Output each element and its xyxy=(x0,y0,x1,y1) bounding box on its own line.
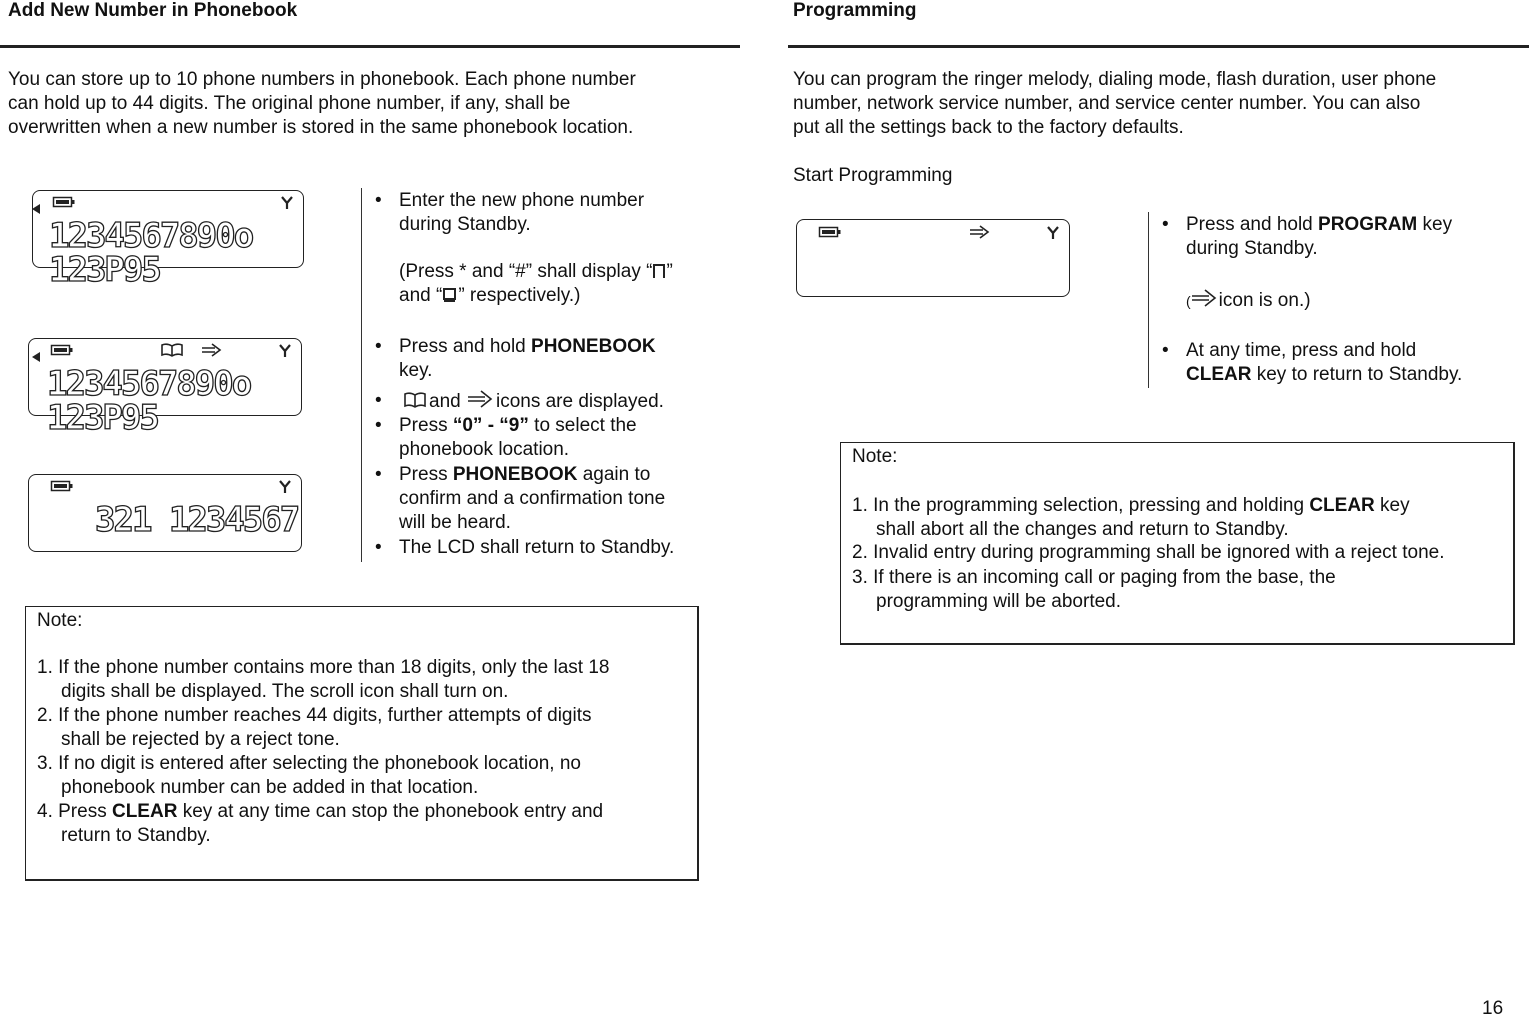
antenna-icon xyxy=(279,480,291,494)
scroll-left-icon xyxy=(31,351,41,363)
lcd-display-1 xyxy=(32,190,304,290)
step-text: during Standby. xyxy=(399,214,531,235)
battery-icon xyxy=(819,226,841,238)
lcd-3-number: 321 1234567 xyxy=(95,500,299,540)
step-hold-program xyxy=(1162,213,1522,263)
step-key: PROGRAM xyxy=(1318,214,1418,235)
step-text: The LCD shall return to Standby. xyxy=(399,537,675,558)
step-text: during Standby. xyxy=(1186,238,1318,259)
step-hold-phonebook xyxy=(375,335,715,385)
left-note-box xyxy=(25,606,699,881)
step-clear-return xyxy=(1162,339,1522,389)
note-title: Note: xyxy=(37,610,83,631)
note-line: 3. If there is an incoming call or paging from the base, the xyxy=(852,567,1336,588)
step-text: confirm and a confirmation tone xyxy=(399,488,666,509)
step-text: key. xyxy=(399,360,433,381)
step-press-star-note xyxy=(399,260,739,310)
left-heading: Add New Number in Phonebook xyxy=(8,0,298,21)
step-text: to select the xyxy=(528,415,637,436)
step-text: ( xyxy=(1186,293,1191,309)
note-line: 1. If the phone number contains more than 18 digits, only the last 18 xyxy=(37,657,610,678)
step-text: will be heard. xyxy=(399,512,511,533)
step-text: again to xyxy=(577,464,651,485)
note-line: 2. Invalid entry during programming shall be ignored with a reject tone. xyxy=(852,542,1445,563)
program-arrow-icon xyxy=(466,389,496,409)
lcd-display-3 xyxy=(28,474,302,552)
scroll-left-icon xyxy=(31,203,41,215)
right-heading-rule xyxy=(788,45,1529,48)
note-line: programming will be aborted. xyxy=(876,591,1122,612)
step-key: PHONEBOOK xyxy=(531,336,656,357)
note-text: key at any time can stop the phonebook entry and xyxy=(177,801,604,822)
note-text: key xyxy=(1374,495,1410,516)
step-icon-on-note xyxy=(1186,288,1486,314)
note-line: shall be rejected by a reject tone. xyxy=(61,729,340,750)
left-step-divider xyxy=(361,188,362,562)
left-intro-line: overwritten when a new number is stored in the same phonebook location. xyxy=(8,117,634,138)
left-heading-rule xyxy=(0,45,740,48)
note-text: 4. Press xyxy=(37,801,112,822)
step-key: “0” - “9” xyxy=(452,415,529,436)
right-intro-line: put all the settings back to the factory defaults. xyxy=(793,117,1184,138)
note-line: 3. If no digit is entered after selecting the phonebook location, no xyxy=(37,753,581,774)
step-text: key xyxy=(1417,214,1453,235)
antenna-icon xyxy=(281,196,293,210)
step-text: icons are displayed. xyxy=(495,391,664,412)
step-key: CLEAR xyxy=(1186,364,1252,385)
step-text: Press and hold xyxy=(399,336,532,357)
battery-icon xyxy=(53,196,75,208)
note-line: 2. If the phone number reaches 44 digits, further attempts of digits xyxy=(37,705,592,726)
bullet: • xyxy=(1162,214,1169,235)
battery-icon xyxy=(51,344,73,356)
lcd-box-glyph-icon xyxy=(442,287,458,303)
antenna-icon xyxy=(279,344,291,358)
left-intro-line: can hold up to 44 digits. The original phone number, if any, shall be xyxy=(8,93,571,114)
note-title: Note: xyxy=(852,446,898,467)
right-intro-line: You can program the ringer melody, dialing mode, flash duration, user phone xyxy=(793,69,1437,90)
step-text: ” respectively.) xyxy=(458,285,581,306)
step-confirm-phonebook xyxy=(375,463,715,537)
lcd-p-glyph-icon xyxy=(652,263,666,279)
page-number: 16 xyxy=(1482,998,1504,1019)
note-key: CLEAR xyxy=(111,801,178,822)
right-note-box xyxy=(840,442,1515,645)
battery-icon xyxy=(51,480,73,492)
note-key: CLEAR xyxy=(1309,495,1375,516)
phonebook-icon xyxy=(161,343,183,357)
bullet: • xyxy=(375,537,382,558)
bullet: • xyxy=(1162,340,1169,361)
lcd-display-program xyxy=(796,219,1070,297)
step-key: PHONEBOOK xyxy=(452,464,578,485)
note-line xyxy=(37,800,603,824)
step-text: Press and hold xyxy=(1186,214,1319,235)
lcd-display-2 xyxy=(28,338,302,438)
program-arrow-icon xyxy=(969,225,991,239)
bullet: • xyxy=(375,415,382,436)
left-intro xyxy=(8,68,738,140)
program-arrow-icon xyxy=(201,343,223,357)
lcd-2-number: 1234567890o 123P95 xyxy=(47,364,251,438)
step-text: (Press * and “#” shall display “ xyxy=(399,261,653,282)
step-text: Enter the new phone number xyxy=(399,190,645,211)
step-text: Press xyxy=(399,464,453,485)
step-icons-displayed xyxy=(375,389,715,415)
step-text: icon is on.) xyxy=(1218,290,1311,311)
start-programming-subheading: Start Programming xyxy=(793,165,953,186)
step-text: At any time, press and hold xyxy=(1186,340,1417,361)
bullet: • xyxy=(375,390,382,411)
note-line: phonebook number can be added in that location. xyxy=(61,777,479,798)
phonebook-icon xyxy=(399,391,429,409)
step-enter-number xyxy=(375,189,715,239)
step-select-location xyxy=(375,414,715,464)
right-heading: Programming xyxy=(793,0,917,21)
step-text: phonebook location. xyxy=(399,439,570,460)
step-text: ” xyxy=(666,261,673,282)
lcd-1-number: 1234567890o 123P95 xyxy=(49,216,253,290)
right-intro-line: number, network service number, and service center number. You can also xyxy=(793,93,1421,114)
note-line: shall abort all the changes and return to Standby. xyxy=(876,519,1289,540)
step-return-standby xyxy=(375,536,715,562)
left-intro-line: You can store up to 10 phone numbers in phonebook. Each phone number xyxy=(8,69,636,90)
bullet: • xyxy=(375,464,382,485)
step-text: and xyxy=(429,391,461,412)
bullet: • xyxy=(375,336,382,357)
right-step-divider xyxy=(1148,212,1149,388)
antenna-icon xyxy=(1047,226,1059,240)
bullet: • xyxy=(375,190,382,211)
step-text: key to return to Standby. xyxy=(1251,364,1463,385)
note-line: digits shall be displayed. The scroll icon shall turn on. xyxy=(61,681,509,702)
note-line: return to Standby. xyxy=(61,825,211,846)
step-text: and “ xyxy=(399,285,443,306)
program-arrow-icon xyxy=(1191,288,1219,308)
note-text: 1. In the programming selection, pressing and holding xyxy=(852,495,1310,516)
right-intro xyxy=(793,68,1523,140)
note-line xyxy=(852,494,1410,518)
step-text: Press xyxy=(399,415,453,436)
